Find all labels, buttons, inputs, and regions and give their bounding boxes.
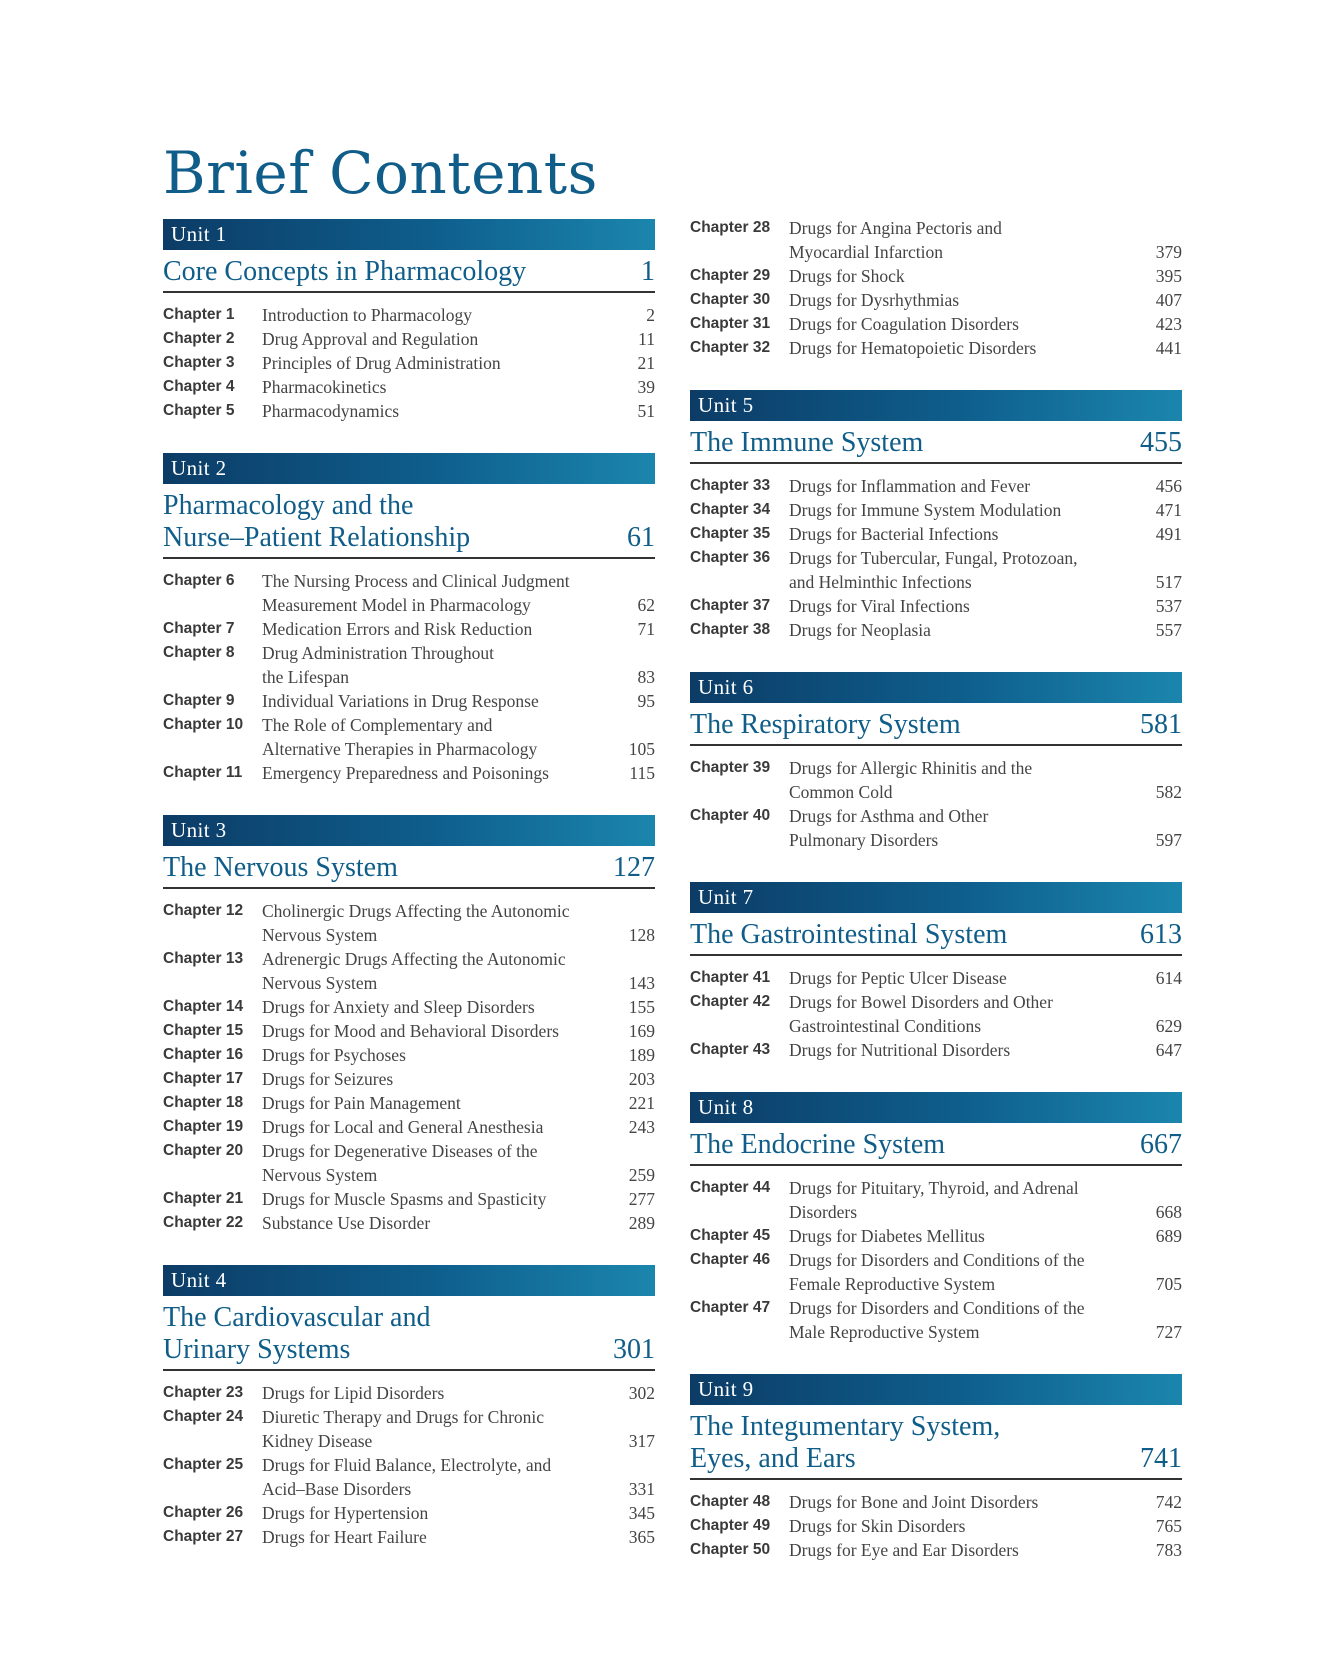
unit-title: The Gastrointestinal System: [690, 919, 1008, 950]
unit-title: The Respiratory System: [690, 709, 961, 740]
chapter-entry[interactable]: [690, 216, 1182, 264]
chapter-number: Chapter 19: [163, 1118, 244, 1135]
chapter-entry[interactable]: [690, 474, 1182, 498]
chapter-title: Cholinergic Drugs Affecting the Autonomic Nervous System: [262, 901, 570, 945]
chapter-page: 259: [628, 1165, 655, 1185]
unit-heading[interactable]: [163, 256, 655, 293]
unit-page-number: 61: [627, 522, 655, 553]
chapter-entry[interactable]: [690, 1490, 1182, 1514]
chapter-number: Chapter 20: [163, 1142, 244, 1159]
chapter-page: 345: [628, 1503, 655, 1523]
chapter-number: Chapter 49: [690, 1517, 771, 1534]
chapter-entry[interactable]: [690, 546, 1182, 594]
chapter-title: Drugs for Hematopoietic Disorders: [789, 338, 1037, 358]
chapter-entry[interactable]: [690, 1538, 1182, 1562]
chapter-entry[interactable]: [690, 1038, 1182, 1062]
chapter-entry[interactable]: [690, 1296, 1182, 1344]
chapter-entry[interactable]: [163, 899, 655, 947]
chapter-number: Chapter 12: [163, 902, 244, 919]
chapter-title: Drugs for Skin Disorders: [789, 1516, 966, 1536]
unit-label-bar: Unit 7: [690, 882, 1182, 913]
chapter-page: 51: [637, 401, 655, 421]
chapter-title: Emergency Preparedness and Poisonings: [262, 763, 549, 783]
chapter-page: 115: [629, 763, 655, 783]
chapter-entry[interactable]: [163, 1139, 655, 1187]
chapter-number: Chapter 9: [163, 692, 235, 709]
chapter-page: 647: [1155, 1040, 1182, 1060]
chapter-entry[interactable]: [163, 569, 655, 617]
chapter-page: 395: [1155, 266, 1182, 286]
unit-label-bar: Unit 2: [163, 453, 655, 484]
continued-chapter-list: [690, 216, 1182, 360]
chapter-entry[interactable]: [163, 1381, 655, 1405]
chapter-page: 379: [1155, 242, 1182, 262]
chapter-number: Chapter 15: [163, 1022, 244, 1039]
chapter-entry[interactable]: [690, 312, 1182, 336]
chapter-title: Drugs for Bone and Joint Disorders: [789, 1492, 1039, 1512]
chapter-page: 441: [1155, 338, 1182, 358]
chapter-number: Chapter 17: [163, 1070, 244, 1087]
chapter-entry[interactable]: [163, 1211, 655, 1235]
unit-page-number: 1: [641, 256, 655, 287]
chapter-title: Principles of Drug Administration: [262, 353, 501, 373]
chapter-entry[interactable]: [163, 1453, 655, 1501]
chapter-number: Chapter 29: [690, 267, 771, 284]
unit-heading[interactable]: [690, 427, 1182, 464]
unit-heading[interactable]: [690, 1411, 1182, 1480]
chapter-entry[interactable]: [690, 756, 1182, 804]
chapter-title: Drugs for Immune System Modulation: [789, 500, 1062, 520]
chapter-entry[interactable]: [163, 351, 655, 375]
chapter-page: 491: [1155, 524, 1182, 544]
chapter-number: Chapter 41: [690, 969, 771, 986]
chapter-page: 517: [1155, 572, 1182, 592]
chapter-title: Drugs for Pituitary, Thyroid, and Adrenal Disorders: [789, 1178, 1079, 1222]
chapter-entry[interactable]: [163, 1187, 655, 1211]
unit-heading[interactable]: [690, 709, 1182, 746]
chapter-entry[interactable]: [163, 375, 655, 399]
chapter-page: 629: [1155, 1016, 1182, 1036]
chapter-page: 169: [628, 1021, 655, 1041]
chapter-page: 143: [628, 973, 655, 993]
chapter-entry[interactable]: [690, 1176, 1182, 1224]
chapter-number: Chapter 23: [163, 1384, 244, 1401]
chapter-number: Chapter 50: [690, 1541, 771, 1558]
chapter-page: 243: [628, 1117, 655, 1137]
chapter-page: 742: [1155, 1492, 1182, 1512]
chapter-title: The Role of Complementary and Alternative Therapies in Pharmacology: [262, 715, 538, 759]
chapter-page: 423: [1155, 314, 1182, 334]
chapter-number: Chapter 24: [163, 1408, 244, 1425]
chapter-title: Individual Variations in Drug Response: [262, 691, 539, 711]
chapter-title: Drugs for Seizures: [262, 1069, 394, 1089]
chapter-number: Chapter 43: [690, 1041, 771, 1058]
unit-page-number: 127: [613, 852, 655, 883]
right-column: [690, 216, 1182, 1592]
chapter-page: 221: [628, 1093, 655, 1113]
chapter-page: 471: [1155, 500, 1182, 520]
chapter-number: Chapter 25: [163, 1456, 244, 1473]
chapter-title: Drugs for Diabetes Mellitus: [789, 1226, 985, 1246]
chapter-number: Chapter 16: [163, 1046, 244, 1063]
chapter-entry[interactable]: [163, 995, 655, 1019]
unit-heading[interactable]: [690, 919, 1182, 956]
chapter-title: Drugs for Fluid Balance, Electrolyte, and Acid–Base Disorders: [262, 1455, 552, 1499]
chapter-title: Adrenergic Drugs Affecting the Autonomic Nervous System: [262, 949, 566, 993]
chapter-page: 11: [638, 329, 655, 349]
chapter-title: Drugs for Nutritional Disorders: [789, 1040, 1011, 1060]
chapter-number: Chapter 28: [690, 219, 771, 236]
unit-section: [163, 1265, 655, 1549]
chapter-page: 277: [628, 1189, 655, 1209]
chapter-page: 456: [1155, 476, 1182, 496]
chapter-number: Chapter 21: [163, 1190, 244, 1207]
unit-label-bar: Unit 8: [690, 1092, 1182, 1123]
unit-section: [163, 219, 655, 423]
chapter-entry[interactable]: [690, 966, 1182, 990]
chapter-number: Chapter 13: [163, 950, 244, 967]
chapter-title: Drugs for Bowel Disorders and Other Gastrointestinal Conditions: [789, 992, 1053, 1036]
chapter-title: Pharmacodynamics: [262, 401, 400, 421]
chapter-title: Drugs for Inflammation and Fever: [789, 476, 1031, 496]
chapter-title: Drugs for Muscle Spasms and Spasticity: [262, 1189, 547, 1209]
unit-title: The Endocrine System: [690, 1129, 946, 1160]
chapter-page: 128: [628, 925, 655, 945]
chapter-title: Introduction to Pharmacology: [262, 305, 472, 325]
chapter-page: 365: [628, 1527, 655, 1547]
unit-heading[interactable]: [163, 852, 655, 889]
unit-label-bar: Unit 9: [690, 1374, 1182, 1405]
unit-heading[interactable]: [163, 1302, 655, 1371]
chapter-entry[interactable]: [163, 327, 655, 351]
unit-title: The Immune System: [690, 427, 924, 458]
chapter-title: Drugs for Disorders and Conditions of the Male Reproductive System: [789, 1298, 1085, 1342]
unit-page-number: 581: [1140, 709, 1182, 740]
chapter-entry[interactable]: [690, 1514, 1182, 1538]
chapter-number: Chapter 10: [163, 716, 244, 733]
chapter-title: Medication Errors and Risk Reduction: [262, 619, 533, 639]
chapter-page: 302: [628, 1383, 655, 1403]
chapter-number: Chapter 22: [163, 1214, 244, 1231]
chapter-page: 557: [1155, 620, 1182, 640]
chapter-title: Drugs for Angina Pectoris and Myocardial Infarction: [789, 218, 1002, 262]
chapter-title: Drugs for Coagulation Disorders: [789, 314, 1019, 334]
chapter-number: Chapter 14: [163, 998, 244, 1015]
chapter-number: Chapter 48: [690, 1493, 771, 1510]
unit-label-bar: Unit 6: [690, 672, 1182, 703]
unit-page-number: 667: [1140, 1129, 1182, 1160]
chapter-page: 71: [637, 619, 655, 639]
chapter-title: Drugs for Mood and Behavioral Disorders: [262, 1021, 559, 1041]
chapter-entry[interactable]: [690, 804, 1182, 852]
chapter-number: Chapter 46: [690, 1251, 771, 1268]
chapter-page: 289: [628, 1213, 655, 1233]
chapter-number: Chapter 26: [163, 1504, 244, 1521]
chapter-page: 203: [628, 1069, 655, 1089]
chapter-number: Chapter 45: [690, 1227, 771, 1244]
unit-page-number: 455: [1140, 427, 1182, 458]
chapter-title: Substance Use Disorder: [262, 1213, 431, 1233]
unit-label-bar: Unit 1: [163, 219, 655, 250]
unit-title: The Nervous System: [163, 852, 398, 883]
chapter-title: Drugs for Bacterial Infections: [789, 524, 999, 544]
chapter-number: Chapter 44: [690, 1179, 771, 1196]
chapter-entry[interactable]: [163, 1067, 655, 1091]
unit-section: [690, 672, 1182, 852]
unit-label-bar: Unit 3: [163, 815, 655, 846]
chapter-page: 689: [1155, 1226, 1182, 1246]
chapter-number: Chapter 36: [690, 549, 771, 566]
chapter-number: Chapter 34: [690, 501, 771, 518]
chapter-page: 83: [637, 667, 655, 687]
chapter-entry[interactable]: [690, 990, 1182, 1038]
chapter-title: Drugs for Hypertension: [262, 1503, 429, 1523]
chapter-number: Chapter 37: [690, 597, 771, 614]
chapter-entry[interactable]: [163, 689, 655, 713]
unit-label-bar: Unit 5: [690, 390, 1182, 421]
chapter-page: 189: [628, 1045, 655, 1065]
chapter-entry[interactable]: [163, 1405, 655, 1453]
chapter-number: Chapter 6: [163, 572, 235, 589]
chapter-number: Chapter 2: [163, 330, 235, 347]
chapter-number: Chapter 27: [163, 1528, 244, 1545]
unit-title: Core Concepts in Pharmacology: [163, 256, 527, 287]
chapter-page: 597: [1155, 830, 1182, 850]
chapter-entry[interactable]: [690, 522, 1182, 546]
chapter-number: Chapter 31: [690, 315, 771, 332]
chapter-page: 39: [637, 377, 655, 397]
chapter-entry[interactable]: [163, 303, 655, 327]
unit-title: The Integumentary System, Eyes, and Ears: [690, 1411, 1001, 1474]
chapter-title: Drugs for Eye and Ear Disorders: [789, 1540, 1019, 1560]
chapter-title: Drugs for Disorders and Conditions of the Female Reproductive System: [789, 1250, 1085, 1294]
chapter-entry[interactable]: [690, 264, 1182, 288]
chapter-number: Chapter 3: [163, 354, 235, 371]
unit-title: The Cardiovascular and Urinary Systems: [163, 1302, 431, 1365]
chapter-entry[interactable]: [163, 947, 655, 995]
chapter-title: Drugs for Pain Management: [262, 1093, 461, 1113]
unit-section: [163, 453, 655, 785]
chapter-entry[interactable]: [163, 641, 655, 689]
chapter-entry[interactable]: [690, 1248, 1182, 1296]
chapter-page: 783: [1155, 1540, 1182, 1560]
chapter-number: Chapter 5: [163, 402, 235, 419]
unit-section: [690, 1092, 1182, 1344]
chapter-title: The Nursing Process and Clinical Judgment Measurement Model in Pharmacology: [262, 571, 570, 615]
chapter-entry[interactable]: [163, 761, 655, 785]
chapter-page: 105: [628, 739, 655, 759]
chapter-page: 765: [1155, 1516, 1182, 1536]
chapter-entry[interactable]: [163, 617, 655, 641]
chapter-page: 155: [628, 997, 655, 1017]
chapter-page: 727: [1155, 1322, 1182, 1342]
chapter-number: Chapter 42: [690, 993, 771, 1010]
chapter-number: Chapter 33: [690, 477, 771, 494]
unit-page-number: 741: [1140, 1443, 1182, 1474]
chapter-title: Drug Administration Throughout the Lifespan: [262, 643, 495, 687]
unit-heading[interactable]: [690, 1129, 1182, 1166]
chapter-page: 614: [1155, 968, 1182, 988]
chapter-page: 2: [646, 305, 655, 325]
chapter-entry[interactable]: [163, 399, 655, 423]
chapter-number: Chapter 39: [690, 759, 771, 776]
chapter-number: Chapter 30: [690, 291, 771, 308]
chapter-entry[interactable]: [690, 594, 1182, 618]
unit-section: [690, 882, 1182, 1062]
chapter-entry[interactable]: [163, 713, 655, 761]
chapter-title: Drugs for Shock: [789, 266, 905, 286]
chapter-title: Drugs for Neoplasia: [789, 620, 931, 640]
chapter-number: Chapter 18: [163, 1094, 244, 1111]
chapter-title: Drugs for Psychoses: [262, 1045, 406, 1065]
unit-heading[interactable]: [163, 490, 655, 559]
chapter-entry[interactable]: [690, 1224, 1182, 1248]
unit-section: [690, 390, 1182, 642]
chapter-number: Chapter 40: [690, 807, 771, 824]
chapter-number: Chapter 35: [690, 525, 771, 542]
chapter-title: Drugs for Tubercular, Fungal, Protozoan, and Helminthic Infections: [789, 548, 1078, 592]
chapter-number: Chapter 1: [163, 306, 235, 323]
chapter-number: Chapter 8: [163, 644, 235, 661]
chapter-page: 537: [1155, 596, 1182, 616]
chapter-title: Drugs for Peptic Ulcer Disease: [789, 968, 1007, 988]
chapter-page: 407: [1155, 290, 1182, 310]
chapter-page: 21: [637, 353, 655, 373]
chapter-title: Drugs for Degenerative Diseases of the Nervous System: [262, 1141, 538, 1185]
chapter-number: Chapter 32: [690, 339, 771, 356]
unit-label-bar: Unit 4: [163, 1265, 655, 1296]
chapter-title: Drug Approval and Regulation: [262, 329, 479, 349]
chapter-page: 331: [628, 1479, 655, 1499]
chapter-entry[interactable]: [163, 1091, 655, 1115]
unit-section: [690, 1374, 1182, 1562]
chapter-page: 317: [628, 1431, 655, 1451]
chapter-title: Drugs for Anxiety and Sleep Disorders: [262, 997, 535, 1017]
chapter-entry[interactable]: [163, 1525, 655, 1549]
chapter-entry[interactable]: [690, 618, 1182, 642]
chapter-entry[interactable]: [690, 288, 1182, 312]
unit-section: [163, 815, 655, 1235]
chapter-title: Pharmacokinetics: [262, 377, 387, 397]
chapter-title: Drugs for Dysrhythmias: [789, 290, 960, 310]
chapter-entry[interactable]: [690, 336, 1182, 360]
chapter-number: Chapter 4: [163, 378, 235, 395]
chapter-number: Chapter 47: [690, 1299, 771, 1316]
chapter-page: 95: [637, 691, 655, 711]
chapter-number: Chapter 7: [163, 620, 235, 637]
chapter-title: Drugs for Allergic Rhinitis and the Common Cold: [789, 758, 1033, 802]
chapter-page: 62: [637, 595, 655, 615]
chapter-title: Drugs for Heart Failure: [262, 1527, 427, 1547]
chapter-entry[interactable]: [163, 1501, 655, 1525]
chapter-title: Drugs for Viral Infections: [789, 596, 970, 616]
chapter-title: Drugs for Lipid Disorders: [262, 1383, 445, 1403]
chapter-title: Drugs for Local and General Anesthesia: [262, 1117, 544, 1137]
chapter-page: 582: [1155, 782, 1182, 802]
chapter-entry[interactable]: [163, 1019, 655, 1043]
chapter-entry[interactable]: [163, 1043, 655, 1067]
unit-title: Pharmacology and the Nurse–Patient Relationship: [163, 490, 471, 553]
page-title: Brief Contents: [163, 139, 598, 207]
chapter-entry[interactable]: [690, 498, 1182, 522]
chapter-title: Diuretic Therapy and Drugs for Chronic Kidney Disease: [262, 1407, 545, 1451]
left-column: [163, 219, 655, 1579]
chapter-entry[interactable]: [163, 1115, 655, 1139]
unit-page-number: 613: [1140, 919, 1182, 950]
chapter-number: Chapter 38: [690, 621, 771, 638]
chapter-page: 668: [1155, 1202, 1182, 1222]
chapter-title: Drugs for Asthma and Other Pulmonary Disorders: [789, 806, 989, 850]
chapter-page: 705: [1155, 1274, 1182, 1294]
chapter-number: Chapter 11: [163, 764, 243, 781]
unit-page-number: 301: [613, 1334, 655, 1365]
